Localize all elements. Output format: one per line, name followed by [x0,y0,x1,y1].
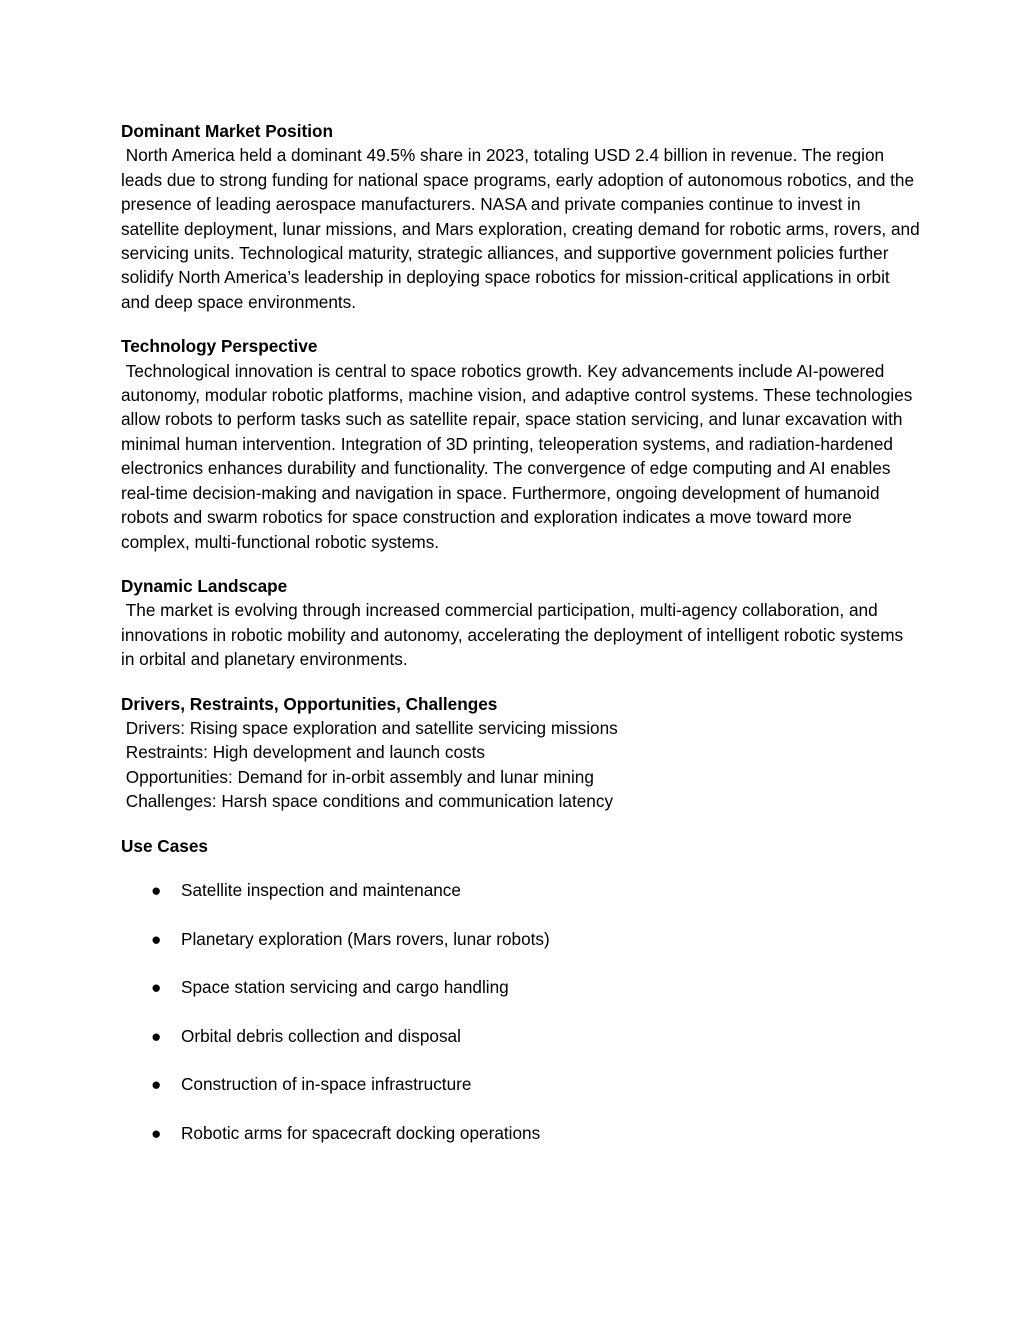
list-item [121,1121,921,1145]
use-cases-list [121,878,921,1145]
list-item [121,878,921,902]
list-item [121,927,921,951]
list-item [121,1024,921,1048]
section-body: Technological innovation is central to space robotics growth. Key advancements include AI-powered autonomy, modular robotic platforms, machine vision, and adaptive control systems. These technologies allow robots to perform tasks such as satellite repair, space station servicing, and lunar excavation with minimal human intervention. Integration of 3D printing, teleoperation systems, and radiation-hardened electronics enhances durability and functionality. The convergence of edge computing and AI enables real-time decision-making and navigation in space. Furthermore, ongoing development of humanoid robots and swarm robotics for space construction and exploration indicates a move toward more complex, multi-functional robotic systems. [121,360,918,552]
bullet-icon: ● [151,1074,162,1095]
section-dominant-market-position [121,119,925,314]
droc-opportunities: Opportunities: Demand for in-orbit assembly and lunar mining [121,766,594,787]
droc-challenges: Challenges: Harsh space conditions and communication latency [121,791,614,812]
droc-drivers: Drivers: Rising space exploration and satellite servicing missions [121,717,618,738]
list-item-text: Construction of in-space infrastructure [181,1074,472,1095]
list-item-text: Orbital debris collection and disposal [181,1025,461,1046]
section-heading: Dynamic Landscape [121,575,288,596]
list-item-text: Planetary exploration (Mars rovers, lunar robots) [181,928,550,949]
list-item-text: Space station servicing and cargo handling [181,977,509,998]
section-use-cases [121,834,921,1146]
section-technology-perspective [121,334,921,554]
section-body: North America held a dominant 49.5% share in 2023, totaling USD 2.4 billion in revenue. The region leads due to strong funding for national space programs, early adoption of autonomous robotics, and the presence of leading aerospace manufacturers. NASA and private companies continue to invest in satellite deployment, lunar missions, and Mars exploration, creating demand for robotic arms, rovers, and servicing units. Technological maturity, strategic alliances, and supportive government policies further solidify North America’s leadership in deploying space robotics for mission-critical applications in orbit and deep space environments. [121,145,925,312]
section-heading: Dominant Market Position [121,121,333,141]
document-page [121,119,925,1170]
section-heading: Technology Perspective [121,336,318,357]
section-dynamic-landscape [121,574,921,672]
droc-restraints: Restraints: High development and launch costs [121,742,486,763]
list-item [121,975,921,999]
bullet-icon: ● [151,1122,162,1143]
bullet-icon: ● [151,977,162,998]
section-droc [121,692,921,814]
list-item-text: Robotic arms for spacecraft docking operations [181,1122,541,1143]
section-heading: Drivers, Restraints, Opportunities, Challenges [121,693,498,714]
list-item-text: Satellite inspection and maintenance [181,879,461,900]
bullet-icon: ● [151,928,162,949]
bullet-icon: ● [151,1025,162,1046]
bullet-icon: ● [151,879,162,900]
section-heading: Use Cases [121,835,208,856]
list-item [121,1072,921,1096]
section-body: The market is evolving through increased commercial participation, multi-agency collaboration, and innovations in robotic mobility and autonomy, accelerating the deployment of intelligent robotic systems in orbital and planetary environments. [121,600,908,670]
